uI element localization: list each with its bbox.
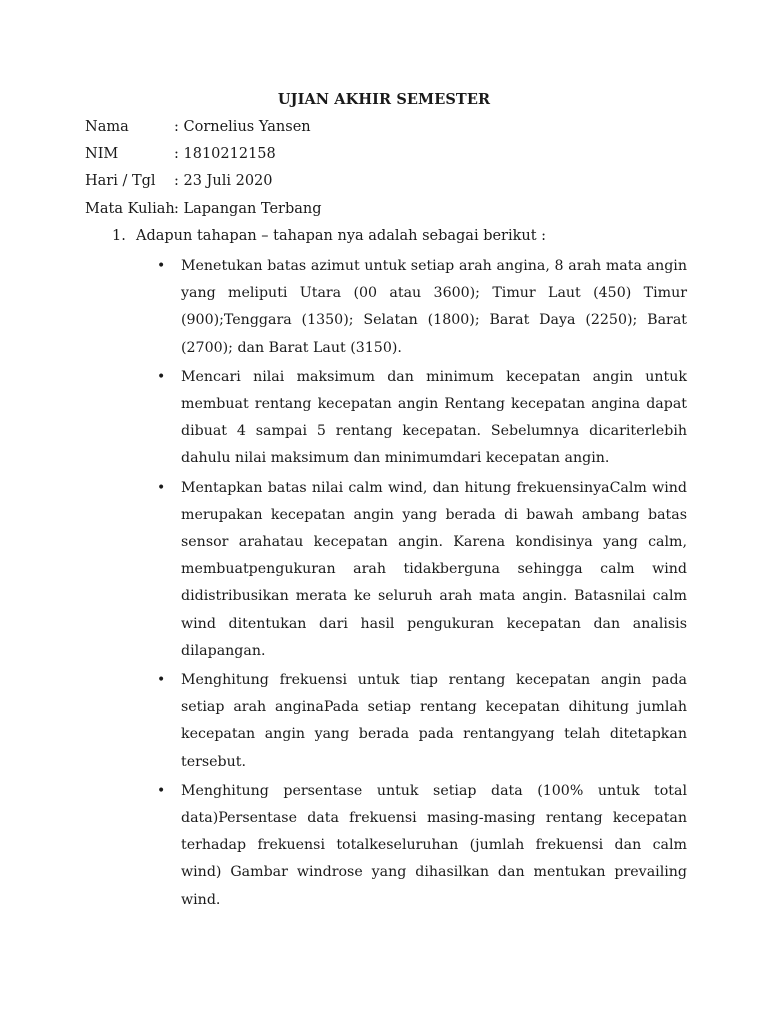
info-label: NIM <box>85 146 119 162</box>
item-text: Adapun tahapan – tahapan nya adalah sebagai berikut : <box>136 228 547 244</box>
bullet-item <box>155 364 687 473</box>
info-label: Mata Kuliah <box>85 201 175 217</box>
info-row-nama <box>85 117 311 137</box>
bullet-icon: • <box>157 368 166 385</box>
bullet-item <box>155 475 687 665</box>
document-title: UJIAN AKHIR SEMESTER <box>277 91 491 108</box>
info-value: : 1810212158 <box>174 146 276 162</box>
bullet-text: Mencari nilai maksimum dan minimum kecepatan angin untuk membuat rentang kecepatan angin Rentang kecepatan angina dapat dibuat 4 sampai 5 rentang kecepatan. Sebelumnya dicariterlebih dahulu nilai maksimum dan minimumdari kecepatan angin. <box>181 368 687 467</box>
info-row-date <box>85 171 273 191</box>
bullet-icon: • <box>157 782 166 799</box>
bullet-text: Mentapkan batas nilai calm wind, dan hitung frekuensinyaCalm wind merupakan kecepatan angin yang berada di bawah ambang batas sensor arahatau kecepatan angin. Karena kondisinya yang calm, membuatpengukuran arah tidakberguna sehingga calm wind didistribusikan merata ke seluruh arah mata angin. Batasnilai calm wind ditentukan dari hasil pengukuran kecepatan dan analisis dilapangan. <box>181 479 687 659</box>
info-label: Nama <box>85 119 129 135</box>
bullet-text: Menetukan batas azimut untuk setiap arah angina, 8 arah mata angin yang meliputi Utara (00 atau 3600); Timur Laut (450) Timur (900);Tenggara (1350); Selatan (1800); Barat Daya (2250); Barat (2700); dan Barat Laut (3150). <box>181 258 687 356</box>
bullet-text: Menghitung persentase untuk setiap data (100% untuk total data)Persentase data frekuensi masing-masing rentang kecepatan terhadap frekuensi totalkeseluruhan (jumlah frekuensi dan calm wind) Gambar windrose yang dihasilkan dan mentukan prevailing wind. <box>181 782 687 908</box>
info-row-nim <box>85 144 276 164</box>
item-number: 1. <box>112 228 126 244</box>
bullet-item <box>155 253 687 362</box>
info-value: : 23 Juli 2020 <box>174 173 273 189</box>
info-value: : Lapangan Terbang <box>174 201 322 217</box>
bullet-icon: • <box>157 672 166 689</box>
bullet-text: Menghitung frekuensi untuk tiap rentang kecepatan angin pada setiap arah anginaPada setiap rentang kecepatan dihitung jumlah kecepatan angin yang berada pada rentangyang telah ditetapkan tersebut. <box>181 672 687 770</box>
info-row-course <box>85 199 322 219</box>
bullet-icon: • <box>157 479 166 496</box>
numbered-item <box>112 226 546 246</box>
bullet-list <box>155 253 687 916</box>
info-label: Hari / Tgl <box>85 173 156 189</box>
bullet-item <box>155 667 687 776</box>
bullet-icon: • <box>157 258 166 274</box>
bullet-item <box>155 778 687 914</box>
info-value: : Cornelius Yansen <box>174 119 311 135</box>
